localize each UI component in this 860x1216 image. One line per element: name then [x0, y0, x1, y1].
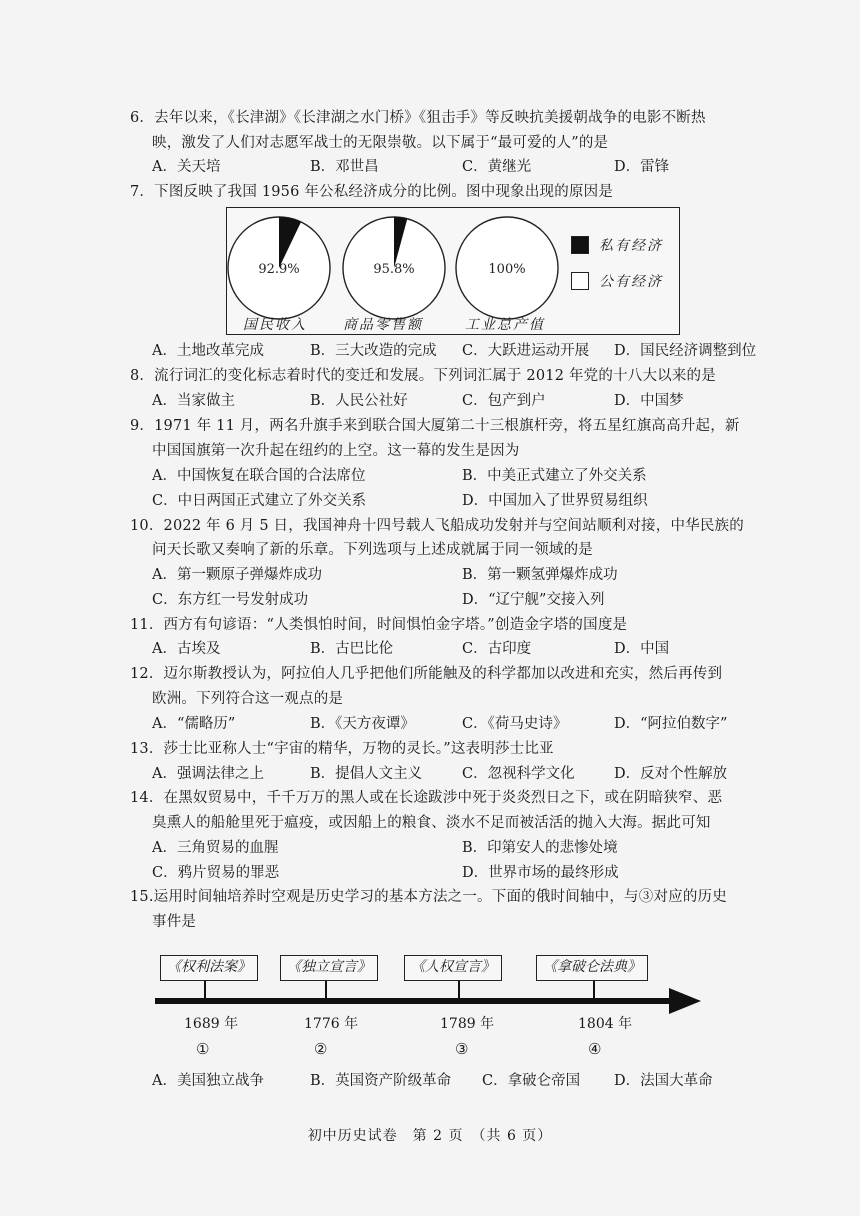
q10-option-b: B．第一颗氢弹爆炸成功	[462, 567, 618, 583]
q6-stem-line1: 6．去年以来，《长津湖》《长津湖之水门桥》《狙击手》等反映抗美援朝战争的电影不断热	[130, 110, 706, 126]
pie-value-label-2: 95.8%	[373, 262, 415, 277]
legend-label-public: 公有经济	[599, 274, 663, 290]
timeline-year-2: 1776 年	[304, 1016, 359, 1032]
q9-option-a: A．中国恢复在联合国的合法席位	[152, 468, 366, 484]
timeline-year-4: 1804 年	[578, 1016, 633, 1032]
q7-option-c: C．大跃进运动开展	[462, 343, 590, 359]
q6-option-a: A．关天培	[152, 159, 221, 175]
q11-stem-line1: 11．西方有句谚语：“人类惧怕时间，时间惧怕金字塔。”创造金字塔的国度是	[130, 617, 628, 633]
q15-stem-line1: 15.运用时间轴培养时空观是历史学习的基本方法之一。下面的俄时间轴中，与③对应的历史	[130, 889, 727, 905]
q8-stem-line1: 8．流行词汇的变化标志着时代的变迁和发展。下列词汇属于 2012 年党的十八大以来的是	[130, 368, 716, 384]
q11-option-a: A．古埃及	[152, 641, 221, 657]
q6-option-d: D．雷锋	[614, 159, 670, 175]
timeline-marker-1: ①	[196, 1040, 210, 1058]
q12-option-c: C．《荷马史诗》	[462, 716, 568, 732]
q7-option-a: A．土地改革完成	[152, 343, 264, 359]
q12-stem-line2: 欧洲。下列符合这一观点的是	[152, 691, 344, 707]
timeline-marker-3: ③	[455, 1040, 469, 1058]
timeline-year-3: 1789 年	[440, 1016, 495, 1032]
q7-option-d: D．国民经济调整到位	[614, 343, 757, 359]
q10-option-a: A．第一颗原子弹爆炸成功	[152, 567, 322, 583]
q13-option-b: B．提倡人文主义	[310, 766, 423, 782]
q9-stem-line2: 中国国旗第一次升起在纽约的上空。这一幕的发生是因为	[152, 443, 520, 459]
q15-option-d: D．法国大革命	[614, 1073, 713, 1089]
q15-option-c: C．拿破仑帝国	[482, 1073, 581, 1089]
q14-option-c: C．鸦片贸易的罪恶	[152, 865, 280, 881]
q11-option-d: D．中国	[614, 641, 670, 657]
q14-stem-line2: 臭熏人的船舱里死于瘟疫，或因船上的粮食、淡水不足而被活活的抛入大海。据此可知	[152, 815, 711, 831]
q9-option-c: C．中日两国正式建立了外交关系	[152, 493, 367, 509]
q10-stem-line2: 问天长歌又奏响了新的乐章。下列选项与上述成就属于同一领域的是	[152, 542, 593, 558]
timeline-arrow	[155, 988, 705, 1014]
q13-stem-line1: 13．莎士比亚称人士“宇宙的精华，万物的灵长。”这表明莎士比亚	[130, 741, 554, 757]
timeline-year-1: 1689 年	[184, 1016, 239, 1032]
q9-option-b: B．中美正式建立了外交关系	[462, 468, 647, 484]
legend-swatch-public	[571, 272, 589, 290]
q12-option-b: B．《天方夜谭》	[310, 716, 415, 732]
ownership-pie-chart-figure	[226, 207, 680, 335]
q11-option-c: C．古印度	[462, 641, 532, 657]
timeline-doc-bill-of-rights: 《权利法案》	[160, 955, 258, 981]
q12-option-d: D．“阿拉伯数字”	[614, 716, 728, 732]
timeline-doc-declaration-of-independence: 《独立宣言》	[280, 955, 378, 981]
q7-stem-line1: 7．下图反映了我国 1956 年公私经济成分的比例。图中现象出现的原因是	[130, 184, 614, 200]
q14-option-d: D．世界市场的最终形成	[462, 865, 619, 881]
pie-value-label-3: 100%	[488, 262, 526, 277]
q10-option-d: D．“辽宁舰”交接入列	[462, 592, 605, 608]
q14-option-a: A．三角贸易的血腥	[152, 840, 279, 856]
q6-option-c: C．黄继光	[462, 159, 532, 175]
q10-option-c: C．东方红一号发射成功	[152, 592, 309, 608]
q15-option-b: B．英国资产阶级革命	[310, 1073, 452, 1089]
q14-stem-line1: 14．在黑奴贸易中，千千万万的黑人或在长途跋涉中死于炎炎烈日之下，或在阴暗狭窄、恶	[130, 790, 723, 806]
q6-option-b: B．邓世昌	[310, 159, 379, 175]
timeline-doc-napoleonic-code: 《拿破仑法典》	[536, 955, 648, 981]
q15-option-a: A．美国独立战争	[152, 1073, 264, 1089]
pie-value-label-1: 92.9%	[258, 262, 300, 277]
q13-option-a: A．强调法律之上	[152, 766, 264, 782]
timeline-marker-2: ②	[314, 1040, 328, 1058]
q11-option-b: B．古巴比伦	[310, 641, 394, 657]
legend-swatch-private	[571, 236, 589, 254]
pie-caption-national-income: 国民收入	[243, 317, 307, 333]
q12-stem-line1: 12．迈尔斯教授认为，阿拉伯人几乎把他们所能触及的科学都加以改进和充实，然后再传到	[130, 666, 723, 682]
legend-label-private: 私有经济	[599, 238, 663, 254]
q12-option-a: A．“儒略历”	[152, 716, 236, 732]
q10-stem-line1: 10．2022 年 6 月 5 日，我国神舟十四号载人飞船成功发射并与空间站顺利对接，中华民族的	[130, 518, 744, 534]
pie-caption-retail-sales: 商品零售额	[343, 317, 423, 333]
q9-option-d: D．中国加入了世界贸易组织	[462, 493, 648, 509]
timeline-marker-4: ④	[588, 1040, 602, 1058]
q8-option-a: A．当家做主	[152, 393, 235, 409]
q14-option-b: B．印第安人的悲惨处境	[462, 840, 618, 856]
q8-option-c: C．包产到户	[462, 393, 546, 409]
q13-option-d: D．反对个性解放	[614, 766, 728, 782]
q6-stem-line2: 映，激发了人们对志愿军战士的无限崇敬。以下属于“最可爱的人”的是	[152, 135, 609, 151]
pie-caption-industrial-output: 工业总产值	[465, 317, 545, 333]
q8-option-d: D．中国梦	[614, 393, 684, 409]
q9-stem-line1: 9．1971 年 11 月，两名升旗手来到联合国大厦第二十三根旗杆旁，将五星红旗高高升起，新	[130, 418, 740, 434]
q13-option-c: C．忽视科学文化	[462, 766, 575, 782]
page-footer: 初中历史试卷 第 2 页 （共 6 页）	[307, 1128, 553, 1144]
q8-option-b: B．人民公社好	[310, 393, 408, 409]
q7-option-b: B．三大改造的完成	[310, 343, 437, 359]
q15-stem-line2: 事件是	[152, 914, 197, 930]
timeline-doc-rights-of-man: 《人权宣言》	[404, 955, 502, 981]
